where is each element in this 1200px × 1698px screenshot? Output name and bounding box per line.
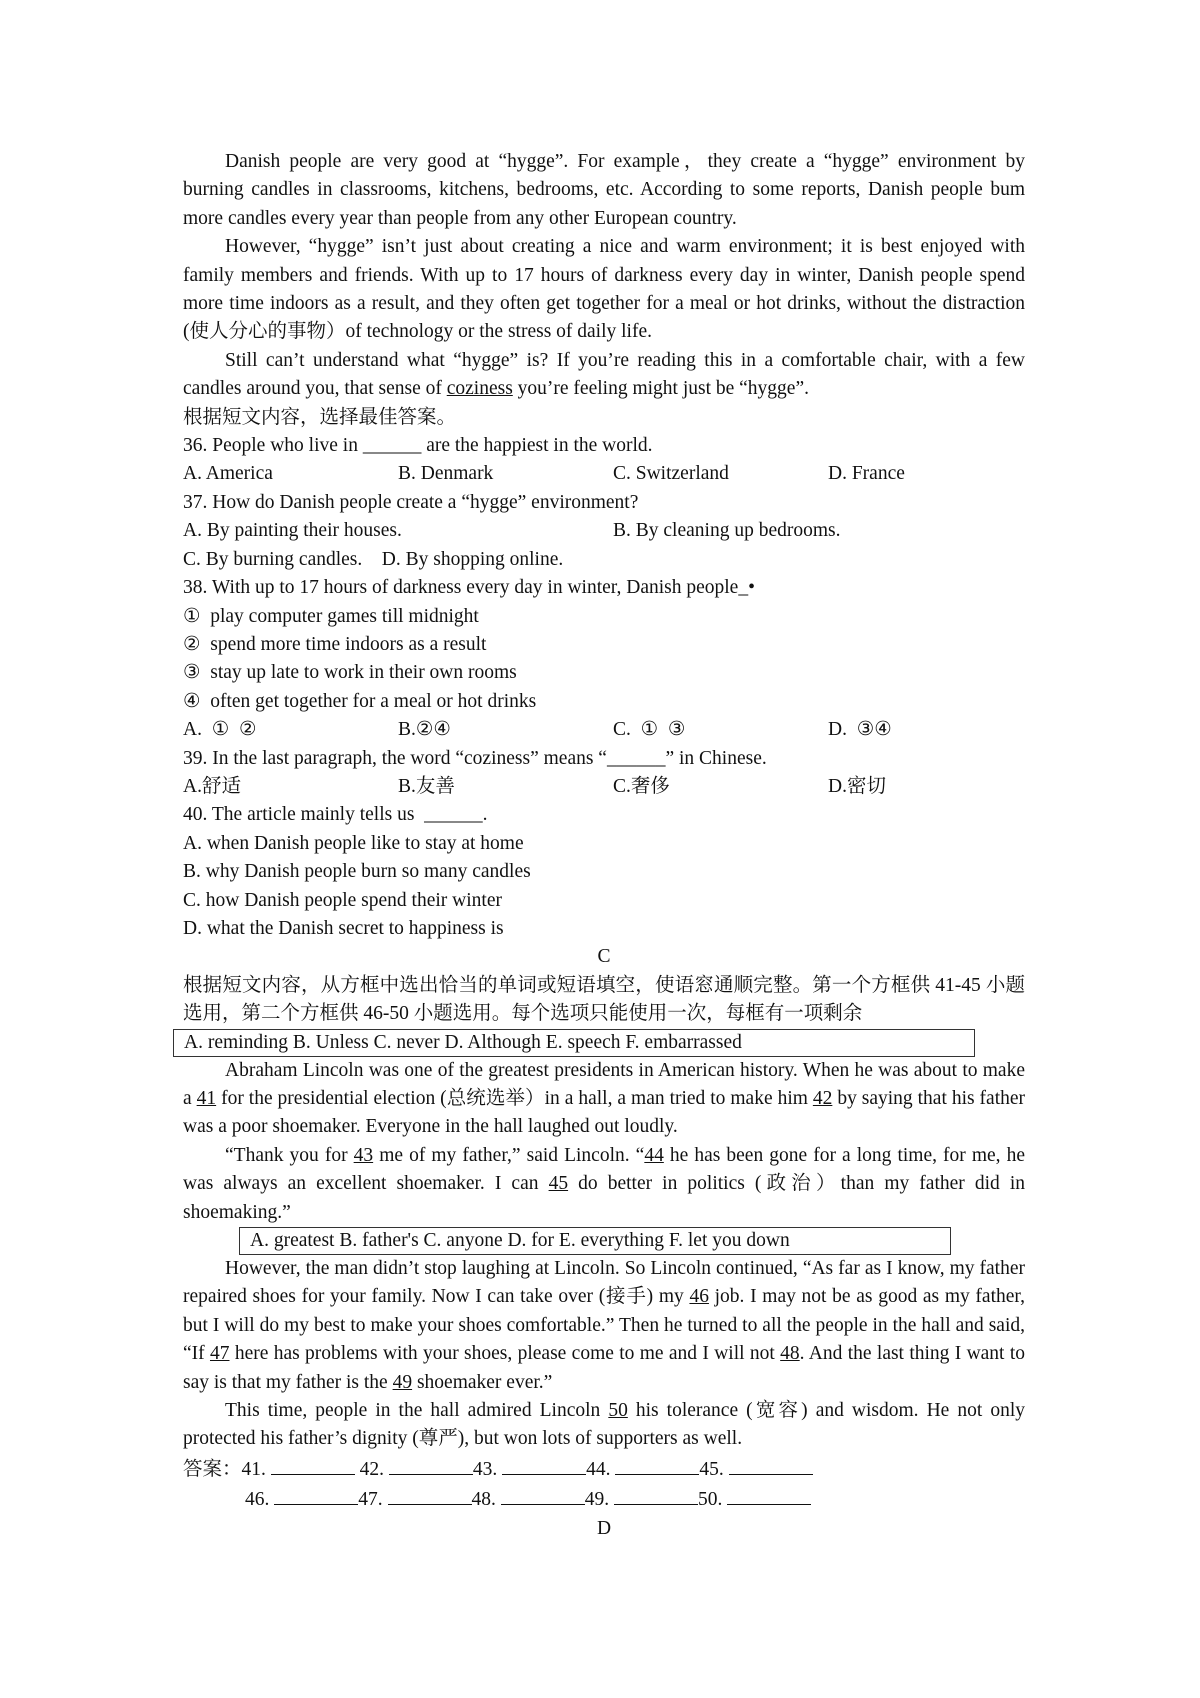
text-segment: for the presidential election (总统选举）in a hall, a man tried to make him: [216, 1088, 813, 1109]
blank-number-49: 49: [392, 1371, 413, 1393]
q38-item-1: ① play computer games till midnight: [183, 605, 479, 627]
question-36-options: [183, 460, 1025, 488]
section-b-instruction: 根据短文内容，选择最佳答案。: [183, 406, 457, 428]
text-segment: me of my father,” said Lincoln. “: [373, 1144, 645, 1166]
text-segment: do better in politics (政治）than my father did in shoemaking.”: [183, 1173, 1025, 1223]
answer-43-blank[interactable]: [502, 1454, 586, 1475]
cloze-paragraph-3: [183, 1255, 1025, 1397]
q39-option-b[interactable]: B.友善: [398, 775, 455, 797]
answer-50-label: 50.: [698, 1489, 723, 1511]
answer-47-blank[interactable]: [388, 1484, 472, 1505]
question-39: 39. In the last paragraph, the word “coziness” means “______” in Chinese.: [183, 747, 767, 769]
cloze-paragraph-2: [183, 1142, 1025, 1227]
question-37-options-row1: [183, 517, 1025, 545]
q37-option-b[interactable]: B. By cleaning up bedrooms.: [613, 520, 841, 542]
q38-option-c[interactable]: C. ① ③: [613, 719, 686, 741]
answer-48-blank[interactable]: [501, 1484, 585, 1505]
question-39-options: [183, 773, 1025, 801]
text-segment: shoemaker ever.”: [412, 1371, 553, 1393]
text-segment: here has problems with your shoes, please come to me and I will not: [229, 1343, 781, 1365]
blank-number-47: 47: [209, 1343, 230, 1365]
q38-option-a[interactable]: A. ① ②: [183, 719, 257, 741]
q40-option-d[interactable]: D. what the Danish secret to happiness is: [183, 917, 504, 939]
cloze-paragraph-1: [183, 1057, 1025, 1142]
word-box-2: A. greatest B. father's C. anyone D. for E. everything F. let you down: [239, 1227, 951, 1255]
answer-45-blank[interactable]: [729, 1454, 813, 1475]
q38-option-d[interactable]: D. ③④: [828, 719, 892, 741]
word-box-1: A. reminding B. Unless C. never D. Although E. speech F. embarrassed: [173, 1029, 975, 1057]
answer-label: 答案：: [183, 1458, 242, 1480]
question-40: 40. The article mainly tells us ______.: [183, 804, 488, 826]
section-c-instruction: 根据短文内容，从方框中选出恰当的单词或短语填空，使语窓通顺完整。第一个方框供 41-45 小题选用，第二个方框供 46-50 小题选用。每个选项只能使用一次，每框有一项剩余: [183, 974, 1025, 1025]
blank-number-44: 44: [644, 1144, 664, 1166]
answer-50-blank[interactable]: [727, 1484, 811, 1505]
q37-option-a[interactable]: A. By painting their houses.: [183, 520, 402, 542]
answer-46-label: 46.: [245, 1489, 270, 1511]
text-segment: job. I may not be as good as my father, but I will do my best to make your shoes comfortable.” Then he turned to all the people in the hall and said, “If: [183, 1286, 1025, 1365]
q40-option-c[interactable]: C. how Danish people spend their winter: [183, 889, 502, 911]
blank-number-48: 48: [780, 1343, 800, 1365]
text-segment: . And the last thing I want to say is that my father is the: [183, 1343, 1025, 1393]
text-segment: This time, people in the hall admired Lincoln: [225, 1400, 609, 1422]
question-37-options-row2[interactable]: C. By burning candles. D. By shopping online.: [183, 548, 564, 570]
answer-47-label: 47.: [358, 1489, 383, 1511]
q39-option-d[interactable]: D.密切: [828, 775, 886, 797]
answer-42-blank[interactable]: [389, 1454, 473, 1475]
answer-48-label: 48.: [471, 1489, 496, 1511]
blank-number-43: 43: [353, 1144, 374, 1166]
q39-option-a[interactable]: A.舒适: [183, 775, 241, 797]
text-segment: he has been gone for a long time, for me, he was always an excellent shoemaker. I can: [183, 1144, 1025, 1195]
answer-row-1: [183, 1454, 1025, 1484]
coziness-word: coziness: [446, 378, 513, 400]
q39-option-c[interactable]: C.奢侈: [613, 775, 670, 797]
blank-number-50: 50: [608, 1400, 628, 1422]
answer-41-label: 41.: [241, 1458, 266, 1480]
text-segment: Abraham Lincoln was one of the greatest presidents in American history. When he was about to make a: [183, 1059, 1025, 1109]
answer-46-blank[interactable]: [274, 1484, 358, 1505]
q38-item-2: ② spend more time indoors as a result: [183, 633, 487, 655]
passage-paragraph-3: Still can’t understand what “hygge” is? If you’re reading this in a comfortable chair, with a few candles around you, that sense of coziness you’re feeling might just be “hygge”.: [183, 349, 1025, 400]
question-38: 38. With up to 17 hours of darkness every day in winter, Danish people_•: [183, 577, 755, 599]
section-c-heading: C: [597, 946, 611, 968]
answer-45-label: 45.: [699, 1458, 724, 1480]
text-segment: However, the man didn’t stop laughing at Lincoln. So Lincoln continued, “As far as I know, my father repaired shoes for your family. Now I can take over (接手) my: [183, 1258, 1025, 1308]
question-37: 37. How do Danish people create a “hygge” environment?: [183, 491, 639, 513]
answer-41-blank[interactable]: [271, 1454, 355, 1475]
q38-item-3: ③ stay up late to work in their own rooms: [183, 662, 517, 684]
blank-number-41: 41: [196, 1088, 217, 1109]
q36-option-c[interactable]: C. Switzerland: [613, 463, 729, 485]
q40-option-a[interactable]: A. when Danish people like to stay at home: [183, 832, 524, 854]
cloze-paragraph-4: [183, 1397, 1025, 1454]
passage-paragraph-2: However, “hygge” isn’t just about creating a nice and warm environment; it is best enjoyed with family members and friends. With up to 17 hours of darkness every day in winter, Danish people spend more time indoors as a result, and they often get together for a meal or hot drinks, without the distraction (使人分心的事物）of technology or the stress of daily life.: [183, 236, 1025, 343]
section-d-heading: D: [596, 1517, 612, 1539]
q38-option-b[interactable]: B.②④: [398, 719, 451, 741]
answer-44-label: 44.: [586, 1458, 611, 1480]
text-segment: “Thank you for: [225, 1144, 354, 1166]
q36-option-d[interactable]: D. France: [828, 463, 905, 485]
blank-number-45: 45: [548, 1173, 569, 1195]
question-38-options: [183, 716, 1025, 744]
question-36: 36. People who live in ______ are the happiest in the world.: [183, 435, 653, 457]
answer-42-label: 42.: [359, 1458, 385, 1480]
answer-row-2: [183, 1484, 1025, 1514]
q40-option-b[interactable]: B. why Danish people burn so many candles: [183, 861, 531, 883]
blank-number-42: 42: [812, 1088, 833, 1109]
text-segment: by saying that his father was a poor shoemaker. Everyone in the hall laughed out loudly.: [183, 1088, 1026, 1138]
answer-49-label: 49.: [584, 1489, 610, 1511]
answer-49-blank[interactable]: [614, 1484, 698, 1505]
q36-option-b[interactable]: B. Denmark: [398, 463, 494, 485]
answer-44-blank[interactable]: [615, 1454, 699, 1475]
text-segment: his tolerance (宽容) and wisdom. He not only protected his father’s dignity (尊严), but won lots of supporters as well.: [183, 1400, 1025, 1450]
page-content: [183, 148, 1025, 1543]
answer-43-label: 43.: [472, 1458, 498, 1480]
q36-option-a[interactable]: A. America: [183, 463, 273, 485]
passage-paragraph-1: Danish people are very good at “hygge”. For example，they create a “hygge” environment by burning candles in classrooms, kitchens, bedrooms, etc. According to some reports, Danish people bum more candles every year than people from any other European country.: [183, 151, 1025, 229]
q38-item-4: ④ often get together for a meal or hot drinks: [183, 690, 537, 712]
blank-number-46: 46: [689, 1286, 709, 1308]
